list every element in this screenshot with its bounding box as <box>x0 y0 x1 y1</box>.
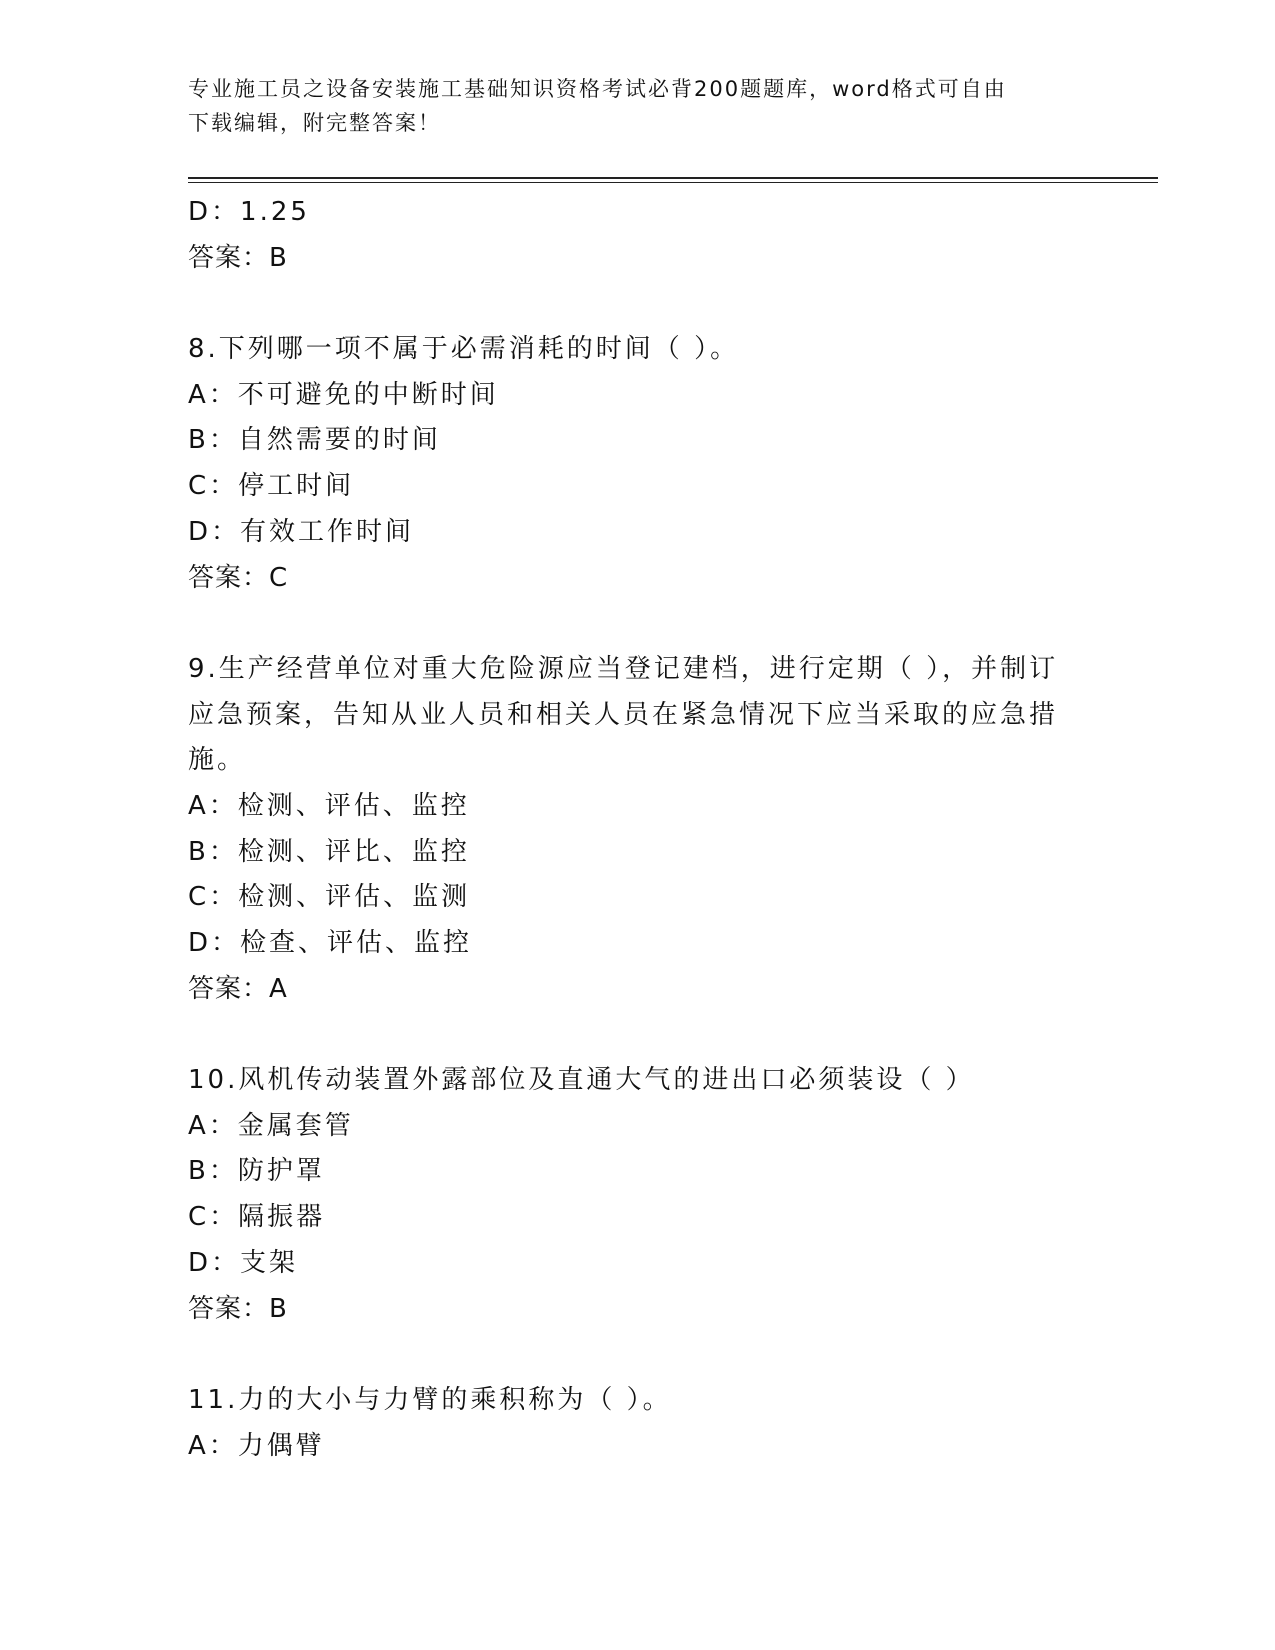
question-9 <box>188 647 1088 1013</box>
option-c: C：检测、评估、监测 <box>188 882 471 913</box>
question-stem-line-3: 施。 <box>188 745 247 776</box>
option-a: A：检测、评估、监控 <box>188 790 470 821</box>
option-b: B：防护罩 <box>188 1156 325 1187</box>
option-b: B：自然需要的时间 <box>188 425 441 456</box>
header-rule-thick <box>188 177 1158 179</box>
option-a: A：不可避免的中断时间 <box>188 379 499 410</box>
option-a: A：力偶臂 <box>188 1430 325 1461</box>
document-header <box>188 72 1088 140</box>
spacer <box>188 281 1088 327</box>
option-d: D：支架 <box>188 1247 299 1278</box>
question-11 <box>188 1378 1088 1469</box>
option-a: A：金属套管 <box>188 1110 354 1141</box>
answer-line: 答案：B <box>188 1293 288 1324</box>
spacer <box>188 1332 1088 1378</box>
answer-line: 答案：A <box>188 973 288 1004</box>
option-b: B：检测、评比、监控 <box>188 836 470 867</box>
spacer <box>188 1012 1088 1058</box>
header-line-1: 专业施工员之设备安装施工基础知识资格考试必背200题题库，word格式可自由 <box>188 77 1007 101</box>
option-d: D：检查、评估、监控 <box>188 928 473 958</box>
option-c: C：停工时间 <box>188 471 355 502</box>
answer-line: 答案：B <box>188 242 288 273</box>
answer-line: 答案：C <box>188 562 289 593</box>
header-line-2: 下载编辑，附完整答案！ <box>188 111 441 135</box>
question-stem: 11.力的大小与力臂的乘积称为（ ）。 <box>188 1384 672 1415</box>
question-stem-line-1: 9.生产经营单位对重大危险源应当登记建档，进行定期（ ），并制订 <box>188 653 1059 684</box>
option-c: C：隔振器 <box>188 1202 326 1233</box>
option-d: D：有效工作时间 <box>188 516 415 547</box>
header-rule-thin <box>188 182 1158 183</box>
question-8 <box>188 327 1088 601</box>
question-stem: 10.风机传动装置外露部位及直通大气的进出口必须装设（ ） <box>188 1065 975 1096</box>
option-d: D：1.25 <box>188 197 310 227</box>
question-content <box>188 190 1088 1469</box>
question-stem: 8.下列哪一项不属于必需消耗的时间（ ）。 <box>188 334 740 365</box>
spacer <box>188 601 1088 647</box>
question-stem-line-2: 应急预案，告知从业人员和相关人员在紧急情况下应当采取的应急措 <box>188 699 1059 730</box>
question-10 <box>188 1058 1088 1332</box>
